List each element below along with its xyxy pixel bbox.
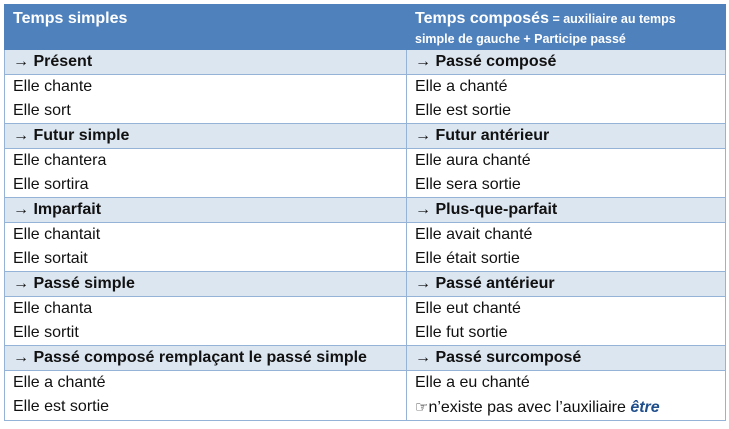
example-compound: Elle a eu chanté: [407, 371, 726, 396]
example-simple: Elle chantera: [5, 149, 407, 174]
header-compound-tenses: [407, 5, 726, 50]
example-row: [5, 173, 726, 198]
tense-simple-label: → Présent: [5, 50, 407, 75]
tense-band-row: [5, 346, 726, 371]
example-row: [5, 75, 726, 100]
example-compound-note: [407, 395, 726, 421]
tense-compound-label: → Passé composé: [407, 50, 726, 75]
example-row: [5, 149, 726, 174]
example-simple: Elle sortit: [5, 321, 407, 346]
example-row: [5, 321, 726, 346]
tense-band-row: [5, 124, 726, 149]
example-row: [5, 223, 726, 248]
tense-table: [4, 4, 726, 421]
tense-compound-label: → Futur antérieur: [407, 124, 726, 149]
example-row: [5, 247, 726, 272]
example-compound: Elle fut sortie: [407, 321, 726, 346]
tense-simple-label: → Imparfait: [5, 198, 407, 223]
tense-compound-label: → Passé surcomposé: [407, 346, 726, 371]
example-compound: Elle est sortie: [407, 99, 726, 124]
header-right-note-1: = auxiliaire au temps: [548, 12, 676, 26]
tense-compound-label: → Passé antérieur: [407, 272, 726, 297]
example-compound: Elle sera sortie: [407, 173, 726, 198]
example-simple: Elle sortira: [5, 173, 407, 198]
example-simple: Elle a chanté: [5, 371, 407, 396]
tense-band-row: [5, 272, 726, 297]
header-left-label: Temps simples: [13, 10, 128, 27]
note-text: n’existe pas avec l’auxiliaire: [428, 399, 631, 416]
example-compound: Elle aura chanté: [407, 149, 726, 174]
example-compound: Elle avait chanté: [407, 223, 726, 248]
example-simple: Elle sort: [5, 99, 407, 124]
example-simple: Elle est sortie: [5, 395, 407, 421]
tense-simple-label: → Passé simple: [5, 272, 407, 297]
example-row: [5, 371, 726, 396]
tense-simple-label: → Passé composé remplaçant le passé simple: [5, 346, 407, 371]
table-header-row: [5, 5, 726, 50]
tense-compound-label: → Plus-que-parfait: [407, 198, 726, 223]
example-compound: Elle était sortie: [407, 247, 726, 272]
header-right-note-2: simple de gauche + Participe passé: [415, 32, 626, 46]
tense-simple-label: → Futur simple: [5, 124, 407, 149]
example-row: [5, 99, 726, 124]
example-simple: Elle chanta: [5, 297, 407, 322]
tense-band-row: [5, 198, 726, 223]
example-simple: Elle chantait: [5, 223, 407, 248]
example-compound: Elle eut chanté: [407, 297, 726, 322]
header-right-title: Temps composés: [415, 10, 549, 27]
tense-table-container: [4, 4, 725, 421]
header-simple-tenses: [5, 5, 407, 50]
example-simple: Elle sortait: [5, 247, 407, 272]
tense-band-row: [5, 50, 726, 75]
example-compound: Elle a chanté: [407, 75, 726, 100]
example-row: [5, 395, 726, 421]
example-simple: Elle chante: [5, 75, 407, 100]
note-emphasis: être: [630, 399, 660, 416]
example-row: [5, 297, 726, 322]
pointing-hand-icon: ☞: [415, 398, 429, 416]
